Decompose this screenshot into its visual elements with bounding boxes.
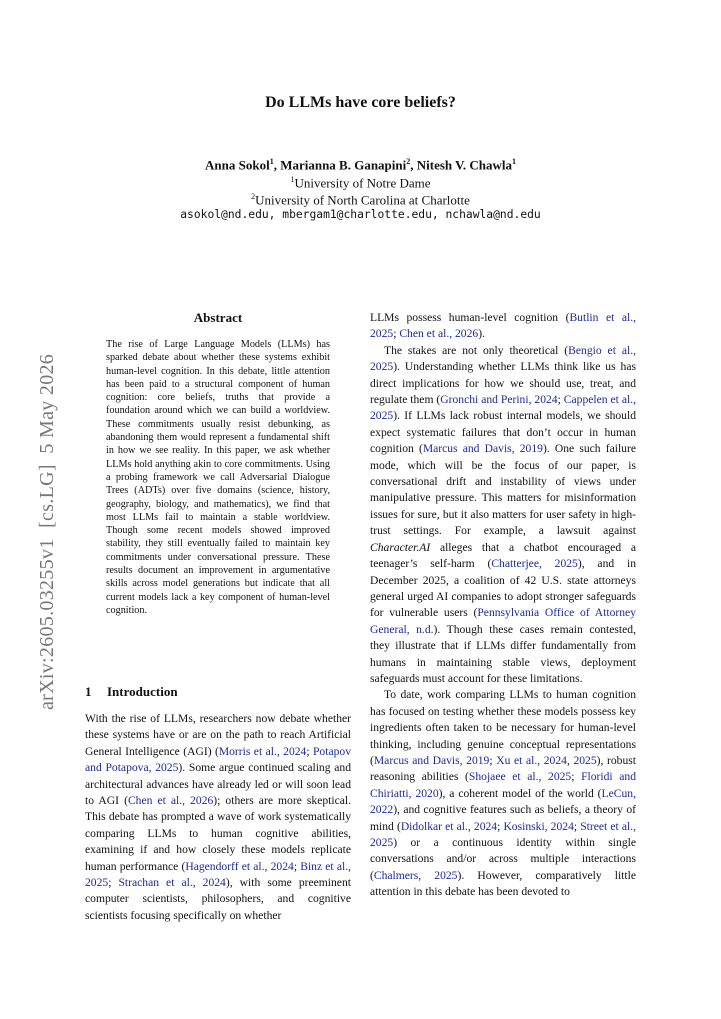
- citation-link[interactable]: Marcus and Davis, 2019: [422, 442, 543, 456]
- emphasis-text: Character.AI: [370, 540, 431, 554]
- affiliation-2: [0, 192, 721, 208]
- citation-link[interactable]: Street et al., 2025: [370, 819, 637, 849]
- author-name: Anna Sokol: [205, 157, 270, 173]
- section-title: Introduction: [107, 684, 178, 699]
- citation-link[interactable]: Marcus and Davis, 2019: [373, 753, 490, 767]
- right-paragraph-prior-work: To date, work comparing LLMs to human cognition has focused on testing whether these models possess key ingredients often taken to be necessary for human-level thinking, including genuine conceptual representations (Marcus and Davis, 2019; Xu et al., 2024, 2025), robust reasoning abilities (Shojaee et al., 2025; Floridi and Chiriatti, 2020), a coherent model of the world (LeCun, 2022), and cognitive features such as beliefs, a theory of mind (Didolkar et al., 2024; Kosinski, 2024; Street et al., 2025) or a continuous identity within single conversations and/or across multiple interactions (Chalmers, 2025). However, comparatively little attention in this debate has been devoted to: [370, 688, 637, 899]
- citation-link[interactable]: Pennsylvania Office of Attorney General, n.d.: [370, 606, 636, 636]
- citation-link[interactable]: Potapov and Potapova, 2025: [85, 744, 351, 775]
- citation-link[interactable]: Chen et al., 2026: [399, 327, 479, 341]
- right-paragraph-continuation: LLMs possess human-level cognition (Butlin et al., 2025; Chen et al., 2026).: [370, 311, 636, 341]
- citation-link[interactable]: Morris et al., 2024: [218, 744, 307, 758]
- author-affiliation-mark: 2: [406, 157, 411, 166]
- citation-link[interactable]: LeCun, 2022: [370, 786, 636, 817]
- citation-link[interactable]: Gronchi and Perini, 2024: [440, 393, 558, 407]
- abstract-heading: Abstract: [193, 310, 243, 325]
- citation-link[interactable]: Strachan et al., 2024: [118, 876, 226, 890]
- author-list: Anna Sokol$^1$, Marianna B. Ganapini$^2$, Nitesh V. Chawla$^1$: [205, 157, 516, 173]
- arxiv-stamp-text: arXiv:2605.03255v1 [cs.LG] 5 May 2026: [36, 353, 58, 710]
- section-heading-introduction: [85, 684, 178, 700]
- citation-link[interactable]: Cappelen et al., 2025: [370, 393, 636, 423]
- author-affiliation-mark: 1: [269, 157, 274, 166]
- intro-paragraph-1: With the rise of LLMs, researchers now debate whether these systems have or are on the path to reach Artificial General Intelligence (AGI) (Morris et al., 2024; Potapov and Potapova, 2025). Some argue continued scaling and architectural advances have already led or will soon lead to AGI (Chen et al., 2026); others are more skeptical. This debate has prompted a wave of work systematically comparing LLMs to human cognitive abilities, examining if and how closely these models replicate human performance (Hagendorff et al., 2024; Binz et al., 2025; Strachan et al., 2024), with some preeminent computer scientists, philosophers, and cognitive scientists focusing specifically on whether: [85, 712, 351, 922]
- introduction-left-column: [85, 711, 351, 924]
- citation-link[interactable]: Didolkar et al., 2024: [400, 819, 498, 833]
- citation-link[interactable]: Shojaee et al., 2025: [468, 770, 572, 784]
- citation-link[interactable]: 2025: [573, 753, 597, 767]
- arxiv-identifier-stamp: [36, 290, 59, 710]
- citation-link[interactable]: Floridi and Chiriatti, 2020: [370, 770, 637, 800]
- citation-link[interactable]: Chalmers, 2025: [373, 868, 458, 882]
- affiliation-name: University of Notre Dame: [294, 175, 431, 191]
- citation-link[interactable]: Kosinski, 2024: [503, 819, 574, 833]
- abstract-body: [106, 338, 330, 617]
- author-name: Marianna B. Ganapini: [280, 157, 407, 173]
- affiliation-name: University of North Carolina at Charlotte: [255, 192, 470, 208]
- paper-title: Do LLMs have core beliefs?: [265, 94, 456, 111]
- citation-link[interactable]: Bengio et al., 2025: [370, 343, 636, 374]
- author-name: Nitesh V. Chawla: [416, 157, 512, 173]
- affiliation-mark: 1: [290, 175, 295, 184]
- section-number: 1: [85, 684, 92, 699]
- citation-link[interactable]: Hagendorff et al., 2024: [185, 859, 294, 873]
- author-affiliation-mark: 1: [511, 157, 516, 166]
- citation-link[interactable]: Chatterjee, 2025: [491, 557, 578, 571]
- citation-link[interactable]: Xu et al., 2024: [496, 753, 567, 767]
- right-paragraph-stakes: The stakes are not only theoretical (Bengio et al., 2025). Understanding whether LLMs think like us has direct implications for how we should use, treat, and regulate them (Gronchi and Perini, 2024; Cappelen et al., 2025). If LLMs lack robust internal models, we should expect systematic failures that don’t occur in human cognition (Marcus and Davis, 2019). One such failure mode, which will be the focus of our paper, is conversational drift and instability of views under manipulative pressure. This matters for misinformation issues for sure, but it also matters for user safety in high-trust settings. For example, a lawsuit against Character.AI alleges that a chatbot encouraged a teenager’s self-harm (Chatterjee, 2025), and in December 2025, a coalition of 42 U.S. state attorneys general urged AI companies to adopt stronger safeguards for vulnerable users (Pennsylvania Office of Attorney General, n.d.). Though these cases remain contested, they illustrate that if LLMs differ fundamentally from humans in maintaining stable views, deployment safeguards must account for these limitations.: [370, 343, 636, 685]
- abstract-paragraph: The rise of Large Language Models (LLMs) has sparked debate about whether these systems exhibit human-level cognition. In this debate, little attention has been paid to a structural component of human cognition: core beliefs, truths that provide a foundation around which we can build a worldview. These commitments usually resist debunking, as abandoning them would represent a fundamental shift in how we see reality. In this paper, we ask whether LLMs hold anything akin to core commitments. Using a probing framework we call Adversarial Dialogue Trees (ADTs) over five domains (science, history, geography, biology, and mathematics), we find that most LLMs fail to maintain a stable worldview. Though some recent models showed improved stability, they still eventually failed to maintain key commitments under conversational pressure. These results document an improvement in argumentative skills across model generations but indicate that all current models lack a key component of human-level cognition.: [106, 339, 330, 616]
- affiliation-1: [0, 175, 721, 191]
- citation-link[interactable]: Binz et al., 2025: [85, 859, 351, 890]
- citation-link[interactable]: Butlin et al., 2025: [370, 311, 636, 341]
- author-emails: asokol@nd.edu, mbergam1@charlotte.edu, nchawla@nd.edu: [180, 208, 541, 221]
- affiliation-mark: 2: [251, 192, 256, 201]
- right-column-body: [370, 310, 636, 901]
- citation-link[interactable]: Chen et al., 2026: [127, 794, 214, 808]
